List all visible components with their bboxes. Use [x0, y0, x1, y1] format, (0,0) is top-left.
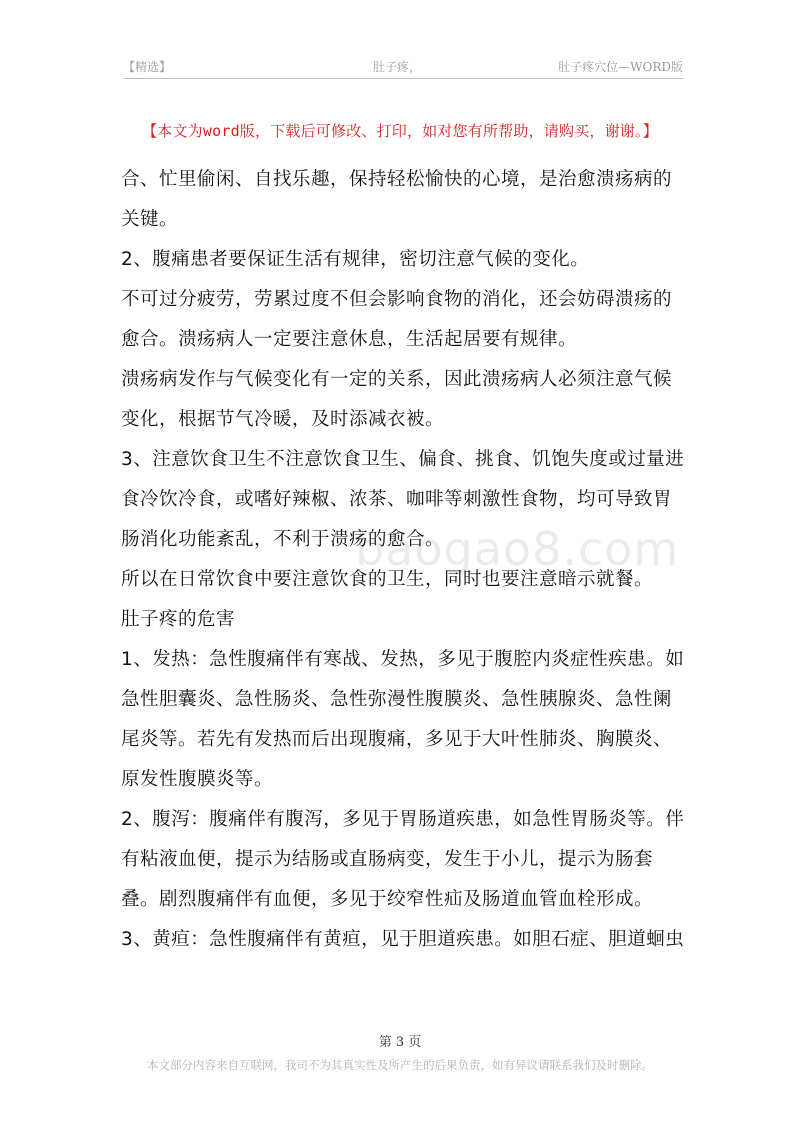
- section-heading: 肚子疼的危害: [121, 609, 236, 630]
- paragraph: 3、黄疸：急性腹痛伴有黄疸，见于胆道疾患。如胆石症、胆道蛔虫: [121, 929, 685, 950]
- header-left-label: 【精选】: [123, 60, 172, 74]
- paragraph: 3、注意饮食卫生不注意饮食卫生、偏食、挑食、饥饱失度或过量进食冷饮冷食，或嗜好辣椒、浓茶、咖啡等刺激性食物，均可导致胃肠消化功能紊乱，不利于溃疡的愈合。: [121, 449, 685, 550]
- download-notice: 【本文为word版，下载后可修改、打印，如对您有所帮助，请购买，谢谢。】: [142, 122, 658, 140]
- page-number: 第 3 页: [378, 1035, 422, 1050]
- header-center-label: 肚子疼，: [373, 60, 422, 74]
- paragraph: 不可过分疲劳，劳累过度不但会影响食物的消化，还会妨碍溃疡的愈合。溃疡病人一定要注意休息，生活起居要有规律。: [121, 289, 673, 350]
- paragraph: 所以在日常饮食中要注意饮食的卫生，同时也要注意暗示就餐。: [121, 569, 654, 590]
- paragraph: 溃疡病发作与气候变化有一定的关系，因此溃疡病人必须注意气候变化，根据节气冷暖，及时添减衣被。: [121, 369, 673, 430]
- paragraph: 1、发热：急性腹痛伴有寒战、发热，多见于腹腔内炎症性疾患。如急性胆囊炎、急性肠炎、急性弥漫性腹膜炎、急性胰腺炎、急性阑尾炎等。若先有发热而后出现腹痛，多见于大叶性肺炎、胸膜炎、原发性腹膜炎等。: [121, 649, 685, 790]
- page-header: [123, 56, 683, 79]
- paragraph: 2、腹痛患者要保证生活有规律，密切注意气候的变化。: [121, 249, 590, 270]
- footer-disclaimer: 本文部分内容来自互联网，我司不为其真实性及所产生的后果负责，如有异议请联系我们及时删除。: [147, 1058, 653, 1072]
- header-right-label: 肚子疼穴位—WORD版: [558, 60, 683, 74]
- paragraph: 2、腹泻：腹痛伴有腹泻，多见于胃肠道疾患，如急性胃肠炎等。伴有粘液血便，提示为结肠或直肠病变，发生于小儿，提示为肠套叠。剧烈腹痛伴有血便，多见于绞窄性疝及肠道血管血栓形成。: [121, 809, 685, 910]
- paragraph: 合、忙里偷闲、自找乐趣，保持轻松愉快的心境，是治愈溃疡病的关键。: [121, 169, 673, 230]
- watermark: baogao8.com: [355, 522, 680, 576]
